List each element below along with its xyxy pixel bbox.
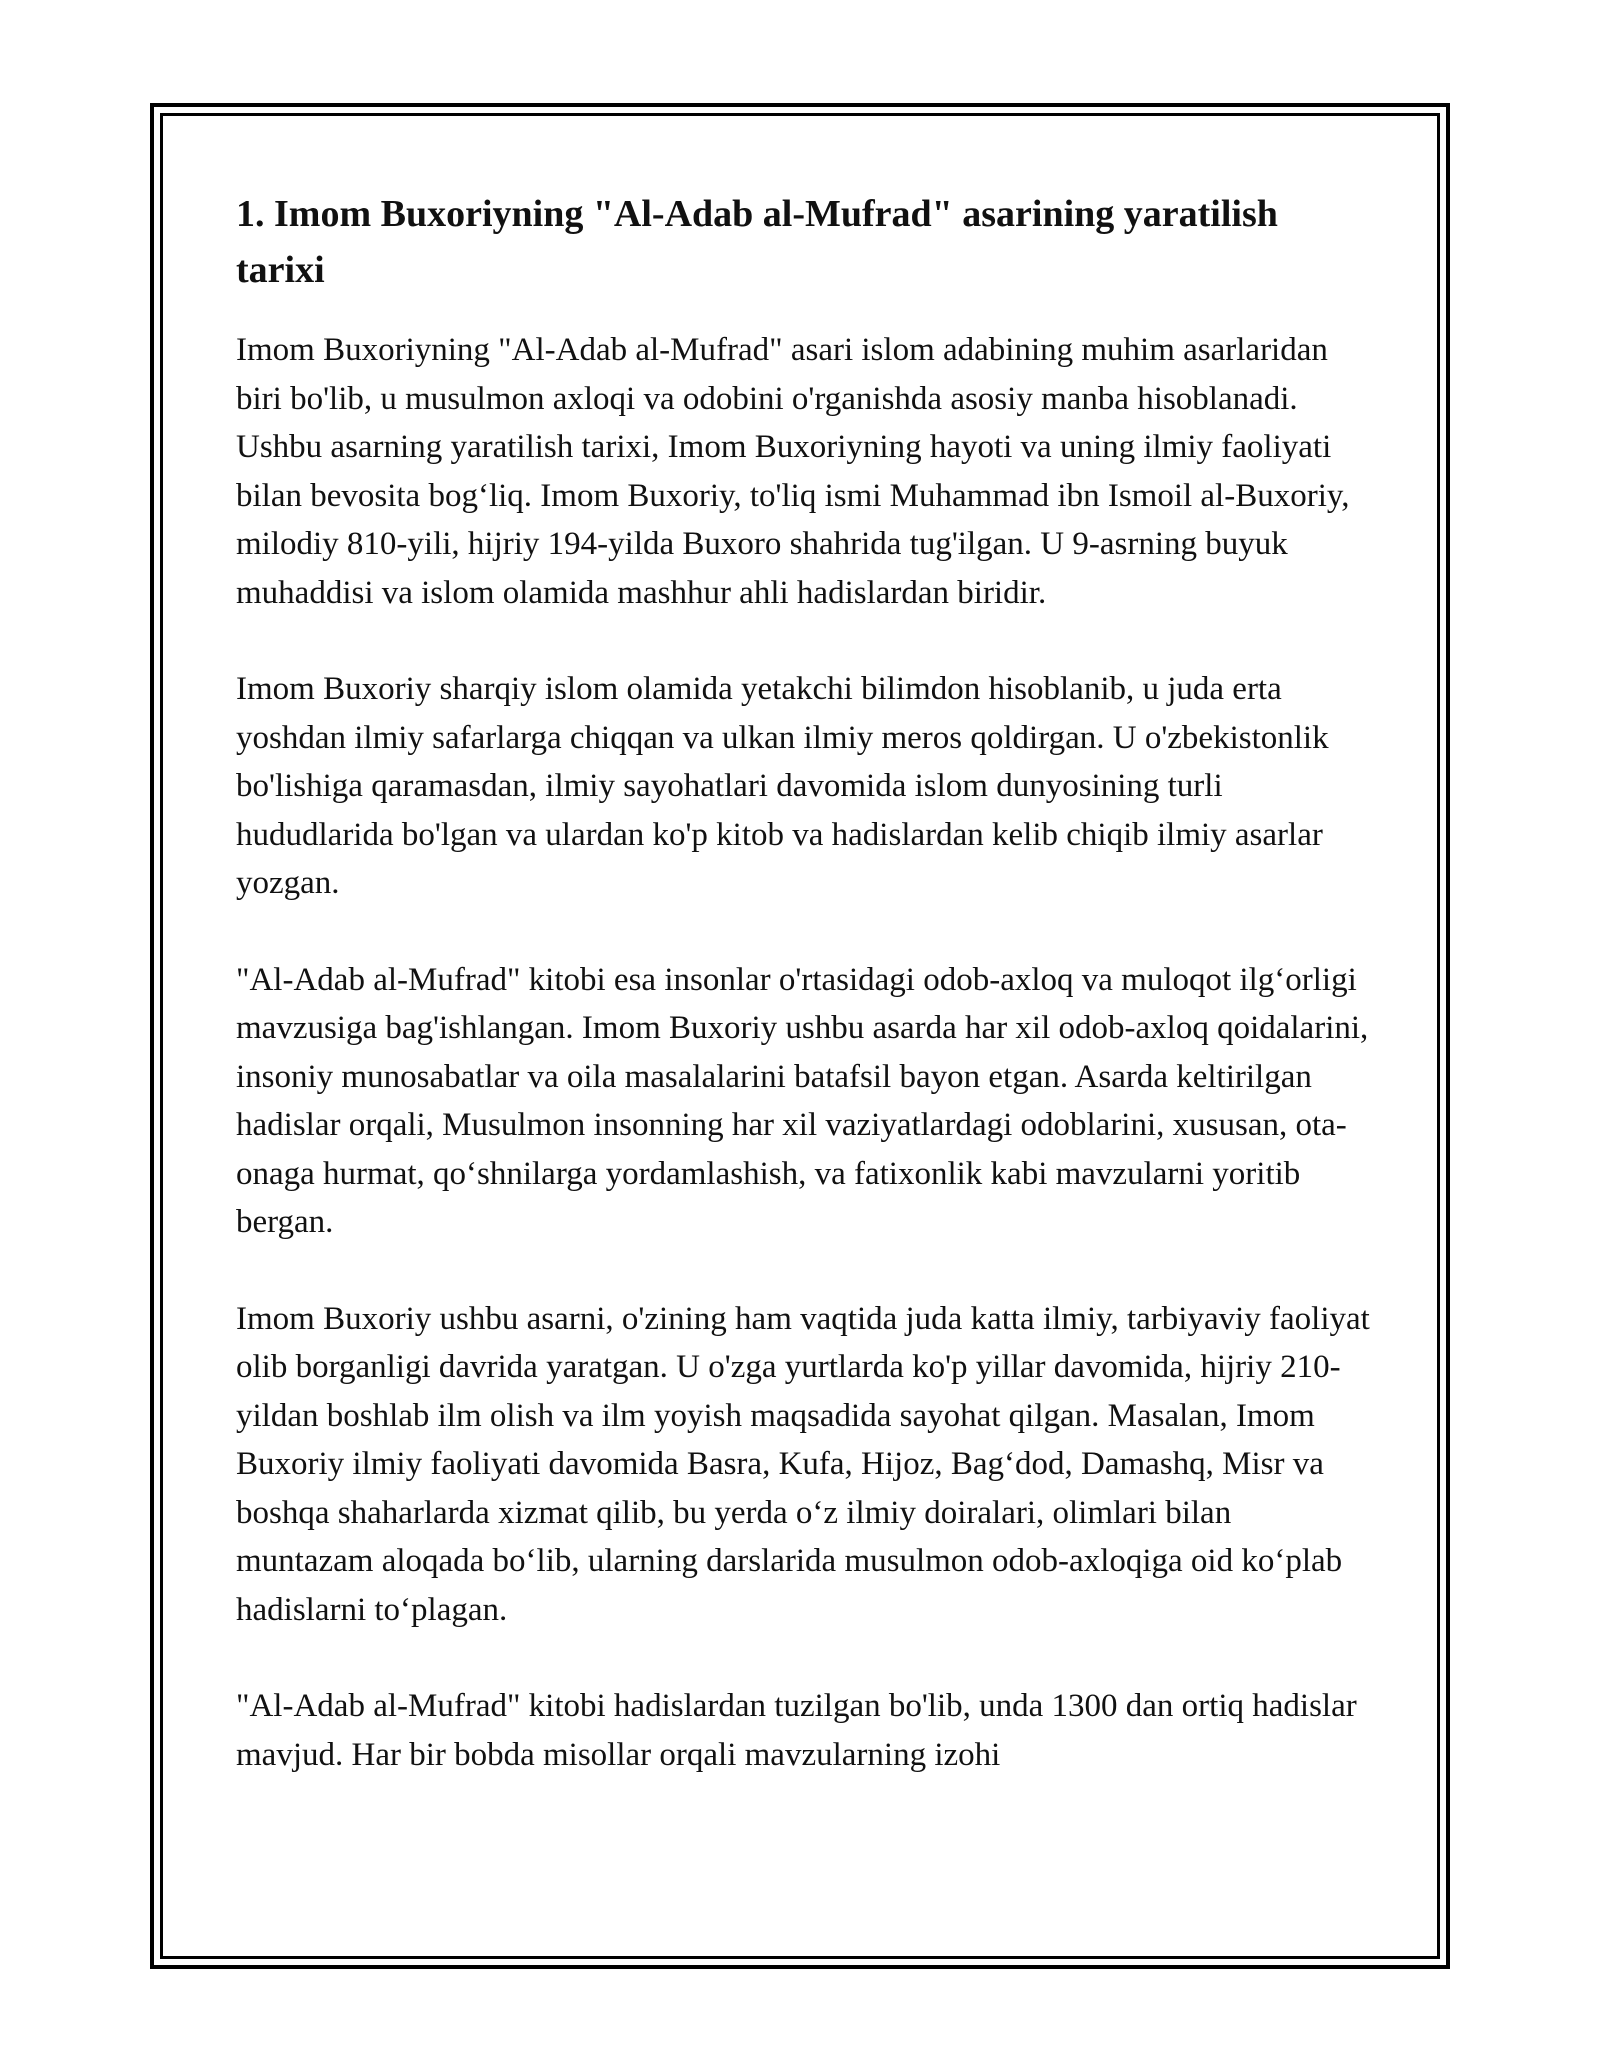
paragraph-3: "Al-Adab al-Mufrad" kitobi esa insonlar o'rtasidagi odob-axloq va muloqot ilg‘orligi mavzusiga bag'ishlangan. Imom Buxoriy ushbu asarda har xil odob-axloq qoidalarini, insoniy munosabatlar va oila masalalarini batafsil bayon etgan. Asarda keltirilgan hadislar orqali, Musulmon insonning har xil vaziyatlardagi odoblarini, xususan, ota-onaga hurmat, qo‘shnilarga yordamlashish, va fatixonlik kabi mavzularni yoritib bergan. (236, 961, 1369, 1240)
paragraph-1: Imom Buxoriyning "Al-Adab al-Mufrad" asari islom adabining muhim asarlaridan biri bo'lib, u musulmon axloqi va odobini o'rganishda asosiy manba hisoblanadi. Ushbu asarning yaratilish tarixi, Imom Buxoriyning hayoti va uning ilmiy faoliyati bilan bevosita bog‘liq. Imom Buxoriy, to'liq ismi Muhammad ibn Ismoil al-Buxoriy, milodiy 810-yili, hijriy 194-yilda Buxoro shahrida tug'ilgan. U 9-asrning buyuk muhaddisi va islom olamida mashhur ahli hadislardan biridir. (236, 332, 1350, 611)
paragraph-4: Imom Buxoriy ushbu asarni, o'zining ham vaqtida juda katta ilmiy, tarbiyaviy faoliyat olib borganligi davrida yaratgan. U o'zga yurtlarda ko'p yillar davomida, hijriy 210-yildan boshlab ilm olish va ilm yoyish maqsadida sayohat qilgan. Masalan, Imom Buxoriy ilmiy faoliyati davomida Basra, Kufa, Hijoz, Bag‘dod, Damashq, Misr va boshqa shaharlarda xizmat qilib, bu yerda o‘z ilmiy doiralari, olimlari bilan muntazam aloqada bo‘lib, ularning darslarida musulmon odob-axloqiga oid ko‘plab hadislarni to‘plagan. (236, 1300, 1370, 1628)
paragraph-5: "Al-Adab al-Mufrad" kitobi hadislardan tuzilgan bo'lib, unda 1300 dan ortiq hadislar mavjud. Har bir bobda misollar orqali mavzularning izohi (236, 1688, 1357, 1773)
section-heading: 1. Imom Buxoriyning "Al-Adab al-Mufrad" asarining yaratilish tarixi (236, 193, 1278, 291)
paragraph-2: Imom Buxoriy sharqiy islom olamida yetakchi bilimdon hisoblanib, u juda erta yoshdan ilmiy safarlarga chiqqan va ulkan ilmiy meros qoldirgan. U o'zbekistonlik bo'lishiga qaramasdan, ilmiy sayohatlari davomida islom dunyosining turli hududlarida bo'lgan va ulardan ko'p kitob va hadislardan kelib chiqib ilmiy asarlar yozgan. (236, 671, 1329, 901)
document-body (236, 186, 1376, 1827)
